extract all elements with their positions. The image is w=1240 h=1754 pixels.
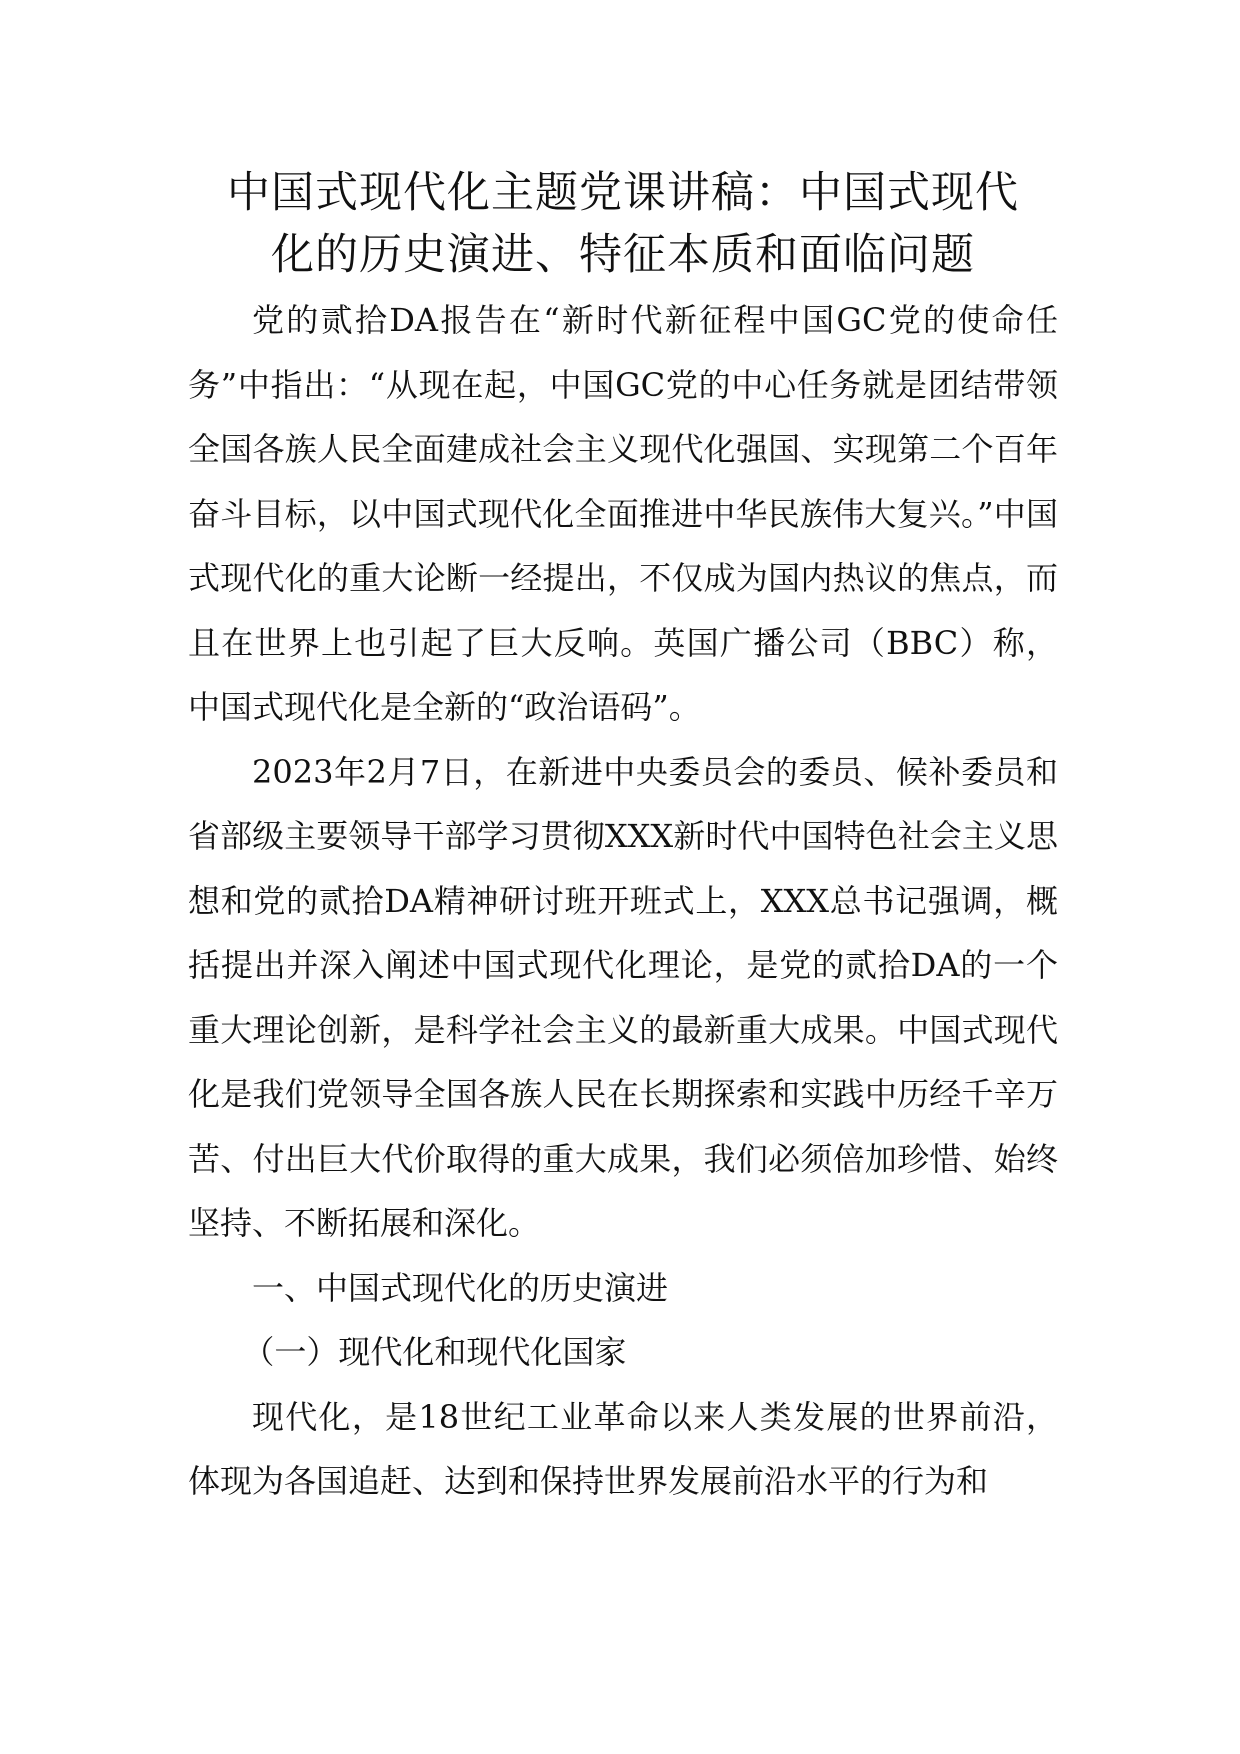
document-title bbox=[158, 162, 1088, 286]
subsection-heading-1: （一）现代化和现代化国家 bbox=[242, 1333, 627, 1371]
paragraph-3: 现代化，是18世纪工业革命以来人类发展的世界前沿，体现为各国追赶、达到和保持世界发展前沿水平的行为和 bbox=[188, 1397, 1058, 1500]
title-line-1: 中国式现代化主题党课讲稿：中国式现代 bbox=[227, 168, 1019, 218]
paragraph-2: 2023年2月7日，在新进中央委员会的委员、候补委员和省部级主要领导干部学习贯彻XXX新时代中国特色社会主义思想和党的贰拾DA精神研讨班开班式上，XXX总书记强调，概括提出并深入阐述中国式现代化理论，是党的贰拾DA的一个重大理论创新，是科学社会主义的最新重大成果。中国式现代化是我们党领导全国各族人民在长期探索和实践中历经千辛万苦、付出巨大代价取得的重大成果，我们必须倍加珍惜、始终坚持、不断拓展和深化。 bbox=[188, 752, 1058, 1242]
title-line-2: 化的历史演进、特征本质和面临问题 bbox=[271, 230, 975, 280]
document-body bbox=[188, 288, 1058, 1514]
document-page bbox=[188, 162, 1058, 1514]
section-heading-1: 一、中国式现代化的历史演进 bbox=[252, 1268, 669, 1307]
paragraph-1: 党的贰拾DA报告在“新时代新征程中国GC党的使命任务”中指出：“从现在起，中国GC党的中心任务就是团结带领全国各族人民全面建成社会主义现代化强国、实现第二个百年奋斗目标，以中国式现代化全面推进中华民族伟大复兴。”中国式现代化的重大论断一经提出，不仅成为国内热议的焦点，而且在世界上也引起了巨大反响。英国广播公司（BBC）称，中国式现代化是全新的“政治语码”。 bbox=[188, 301, 1058, 726]
